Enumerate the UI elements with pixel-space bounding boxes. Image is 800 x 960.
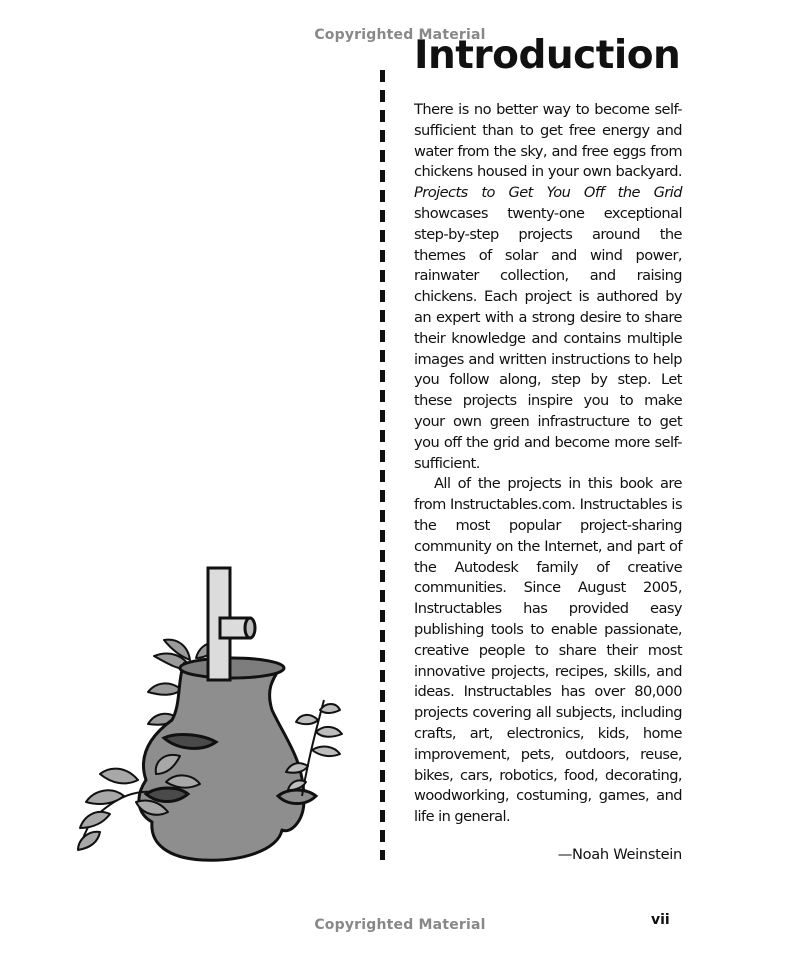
intro-paragraph-2: All of the projects in this book are from Instructables.com. Instructables is the most popular project-sharing community on the Internet, and part of the Autodesk family of creative communities. Since August 2005, Instructables has provided easy publishing tools to enable passionate, creative people to share their most innovative projects, recipes, skills, and ideas. Instructables has over 80,000 projects covering all subjects, including crafts, art, electronics, kids, home improvement, pets, outdoors, reuse, bikes, cars, robotics, food, decorating, woodworking, costuming, games, and life in general. xyxy=(414,475,682,826)
plant-right xyxy=(286,700,342,796)
copyright-watermark-bottom: Copyrighted Material xyxy=(314,917,486,933)
page-number: vii xyxy=(651,912,670,928)
paragraph-1-text-before: There is no better way to become self-sufficient than to get free energy and water from the sky, and free eggs from chickens housed in your own backyard. xyxy=(414,101,682,181)
page-heading: Introduction xyxy=(414,33,681,78)
intro-body xyxy=(414,100,682,828)
paragraph-1-text-after: showcases twenty-one exceptional step-by-step projects around the themes of solar and wind power, rainwater collection, and raising chickens. Each project is authored by an expert with a strong desire to share their knowledge and contains multiple images and written instructions to help you follow along, step by step. Let these projects inspire you to make your own green infrastructure to get you off the grid and become more self-sufficient. xyxy=(414,204,682,472)
author-signature: —Noah Weinstein xyxy=(557,846,682,863)
intro-paragraph-1 xyxy=(414,100,682,474)
pot-rim xyxy=(180,658,284,678)
copyright-watermark-top: Copyrighted Material xyxy=(314,27,486,43)
book-title: Projects to Get You Off the Grid xyxy=(414,184,682,202)
planter-pot-illustration xyxy=(72,560,352,870)
dashed-divider xyxy=(380,70,385,860)
